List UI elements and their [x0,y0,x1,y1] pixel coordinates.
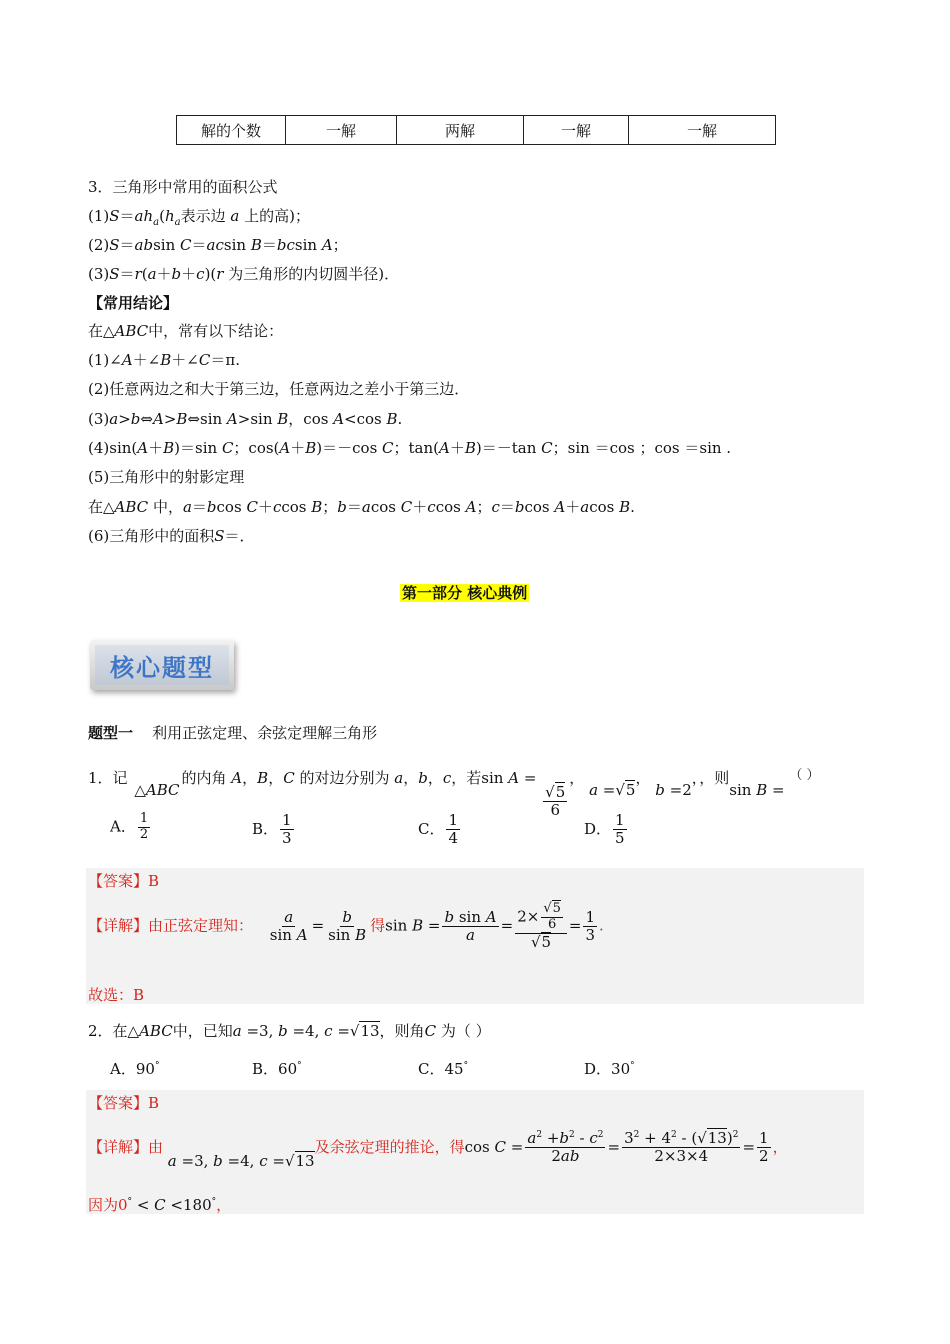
q2-detail: 【详解】由 a =3, b =4, c =√13及余弦定理的推论，得cos C = $\frac{a^2 +b^2 - c^2}{2ab}$ = $\frac{3^2 + 4^2 - (√13)^2}{2\times 3\times 4}$ = $\frac{1}{2}$ ， [88,1129,788,1170]
fraction-cosine-law: $\frac{a^2 +b^2 - c^2}{2ab}$ [527,1129,604,1166]
text: (1) [88,351,110,369]
detail-text: 因为0 [88,1196,128,1214]
formula-index: (2) [88,236,110,254]
area-formula-2: (2)S＝absin C＝acsin B＝bcsin A； [88,236,348,254]
option-label: C． [418,1060,445,1078]
table-cell: 两解 [397,116,524,145]
detail-text: ， [216,1196,232,1214]
area-formula-3: (3)S＝r(a＋b＋c)(r 为三角形的内切圆半径)． [88,265,400,283]
option-label: A． [110,1060,136,1078]
q2-option-c[interactable]: C．45° [418,1060,469,1078]
text: 在△ [88,322,115,340]
option-value: 90 [135,1060,155,1078]
detail-label: 【详解】由 [88,1137,164,1156]
question-1: 1．记 △ABC的内角 A，B，C 的对边分别为 a，b，c，若sin A = $\frac{√5}{6}$ ， a =√5， b =2，，则sin B = （ ） [88,768,820,820]
answer-paren: （ ） [789,768,820,783]
conclusion-1: (1)∠A＋∠B＋∠C＝π. [88,351,240,369]
text: 的对边分别为 [299,769,390,787]
fraction-b-over-sinB: $\frac{b}{\text{sin B}}$ [328,907,367,945]
table-cell: 一解 [524,116,629,145]
detail-label: 【详解】由正弦定理知： [88,916,254,935]
a-equals: a =√5 [589,781,636,799]
fraction-compound: 2× $\frac{√5}{6}$ √5 [515,902,567,951]
text: ，则 [699,769,730,787]
solution-count-table [176,115,776,145]
given-values: a =3, b =4, c =√13 [167,1151,315,1170]
banner-label: 核心题型 [95,645,229,685]
numerator: 1 [615,811,625,829]
q1-option-b[interactable] [252,812,296,848]
q1-conclusion: 故选：B [88,986,145,1004]
q1-detail: 【详解】由正弦定理知： $\frac{a}{\text{sin A}}$ = $\frac{b}{\text{sin B}}$ 得sin B = $\frac{\text{b sin A}}{a}$ = 2× $\frac{√5}{6}$ √5 = $\frac{1}{3}$ . [88,901,604,951]
q2-answer-box [86,1090,864,1214]
detail-text: 得 [370,916,386,935]
sin-b: sin B = [729,781,785,799]
fraction-one-half: $\frac{1}{2}$ [759,1129,769,1166]
option-label: D． [584,819,612,838]
part-heading-text: 第一部分 核心典例 [402,584,528,602]
table-cell: 一解 [286,116,397,145]
q2-option-b[interactable]: B．60° [252,1060,302,1078]
conclusion-6: (6)三角形中的面积S＝． [88,527,255,545]
formula-text: 上的高)； [244,207,311,225]
option-value: 30 [611,1060,631,1078]
area-formula-1: $(1)S=ah_a(h_a$表示边 a 上的高)； [88,207,311,228]
q1-answer: 【答案】B [88,872,160,890]
formula-index: (1) [88,207,110,225]
text: ． [239,527,255,545]
option-fraction [446,812,460,848]
text: (6)三角形中的面积 [88,527,215,545]
text: 为（ ） [440,1022,491,1040]
conclusion-3: (3)a>b⇔A>B⇔sin A>sin B，cos A<cos B. [88,410,403,428]
option-fraction [280,812,294,848]
q2-option-d[interactable]: D．30° [584,1060,635,1078]
option-label: B． [252,819,279,838]
text: 中，已知 [172,1022,233,1040]
conclusion-5: (5)三角形中的射影定理 [88,468,245,486]
fraction-a-over-sinA: $\frac{a}{\text{sin A}}$ [269,907,308,945]
conclusion-4: (4)sin(A＋B)＝sin C；cos(A＋B)＝－cos C；tan(A＋B)＝－tan C；sin ＝cos ；cos ＝sin . [88,439,732,457]
b-equals: b =2 [655,781,692,799]
conclusions-intro: 在△ABC中，常有以下结论： [88,322,284,340]
numerator: 1 [139,811,149,826]
conclusions-title: 【常用结论】 [88,294,179,312]
table-row [177,116,776,145]
numerator: 1 [448,811,459,829]
conclusion-5-detail: 在△ABC 中，a＝bcos C＋ccos B；b＝acos C＋ccos A；c＝bcos A＋acos B. [88,498,635,516]
q2-option-a[interactable]: A．90° [110,1060,160,1078]
table-cell: 一解 [629,116,776,145]
area-heading: 3．三角形中常用的面积公式 [88,178,278,196]
q2-tail: 因为0° < C <180°， [88,1196,232,1214]
option-label: C． [418,819,445,838]
text: ，若 [451,769,482,787]
formula-text: 为三角形的内切圆半径)． [228,265,400,283]
formula-text: 表示边 [180,207,226,225]
option-label: A． [110,817,136,836]
q2-answer: 【答案】B [88,1094,160,1112]
fraction-one-third: $\frac{1}{3}$ [585,907,596,945]
text: (4) [88,439,110,457]
denominator: 3 [282,829,292,848]
type-heading [88,722,377,743]
detail-text: 及余弦定理的推论，得 [314,1137,465,1156]
conclusion-2: (2)任意两边之和大于第三边，任意两边之差小于第三边． [88,380,470,398]
q1-option-d[interactable] [584,812,629,848]
formula-index: (3) [88,265,110,283]
question-number: 1．记 [88,769,128,787]
text: 的内角 [181,769,227,787]
text: 在△ [88,498,115,516]
denominator: 2 [139,826,149,842]
fraction-sqrt5-over-6: $\frac{√5}{6}$ [545,783,566,820]
type-label: 题型一 [88,724,134,742]
option-value: 60 [278,1060,298,1078]
option-fraction [613,812,627,848]
fraction-bsinA-over-a: $\frac{\text{b sin A}}{a}$ [444,907,497,945]
fraction-cosine-values: $\frac{3^2 + 4^2 - (√13)^2}{2\times 3\times 4}$ [624,1129,739,1166]
q1-answer-box [86,868,864,1004]
triangle-abc: △ABC [134,781,180,799]
text: ，则角 [379,1022,425,1040]
text: (3) [88,410,110,428]
denominator: 4 [448,829,459,848]
question-2: 2．在△ABC中，已知a =3, b =4, c =√13，则角C 为（ ） [88,1022,491,1040]
numerator: 1 [282,811,292,829]
option-value: 45 [444,1060,464,1078]
q1-option-c[interactable] [418,812,462,848]
q1-option-a[interactable] [110,812,152,843]
part-heading [400,582,529,603]
option-fraction [138,812,150,843]
denominator: 5 [615,829,625,848]
core-type-banner [90,640,234,690]
text: 中，常有以下结论： [148,322,284,340]
option-label: B． [252,1060,279,1078]
option-label: D． [584,1060,612,1078]
table-cell: 解的个数 [177,116,286,145]
type-title: 利用正弦定理、余弦定理解三角形 [152,724,378,742]
question-number: 2．在 [88,1022,128,1040]
